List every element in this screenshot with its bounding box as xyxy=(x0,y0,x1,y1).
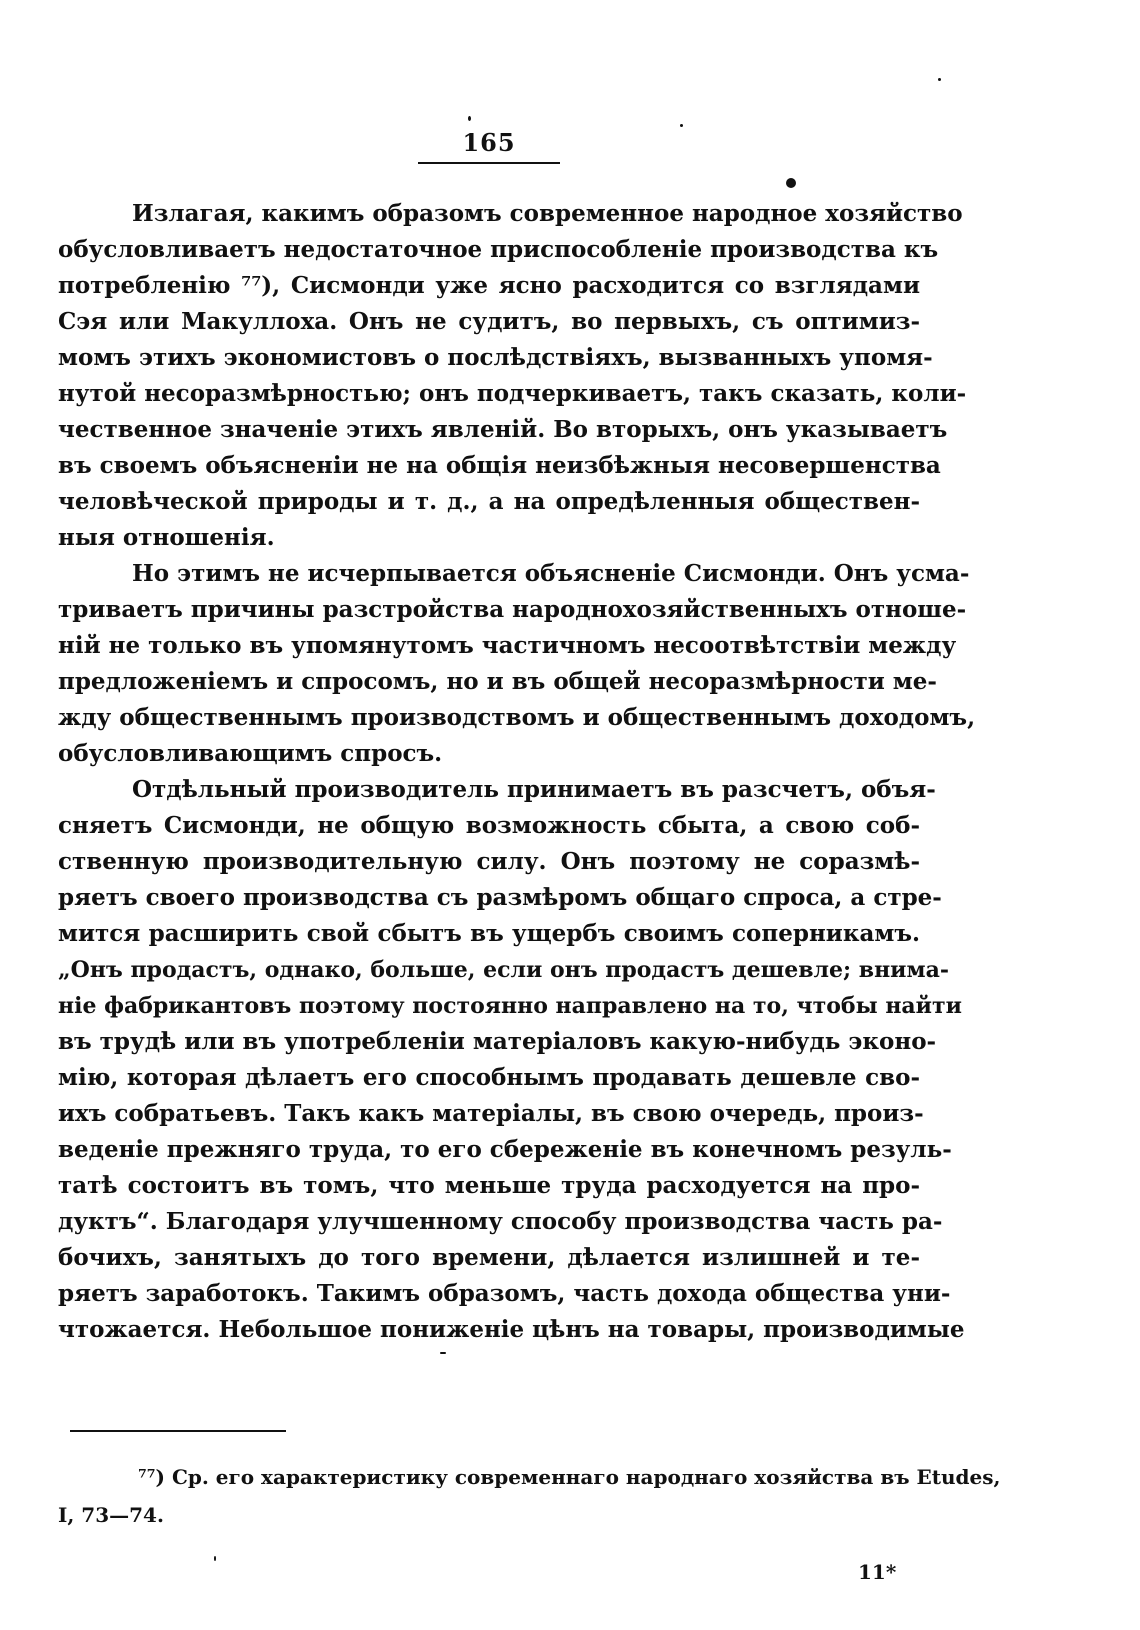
footnote-rule xyxy=(70,1430,286,1432)
text-line: чественное значеніе этихъ явленій. Во вторыхъ, онъ указываетъ xyxy=(58,416,948,443)
page-number-rule xyxy=(418,162,560,164)
paragraph-2 xyxy=(58,556,976,772)
text-line: ныя отношенія. xyxy=(58,524,275,551)
ink-speck xyxy=(440,1352,446,1354)
text-line: татѣ состоитъ въ томъ, что меньше труда расходуется на про- xyxy=(58,1172,920,1199)
text-line: ихъ собратьевъ. Такъ какъ матеріалы, въ свою очередь, произ- xyxy=(58,1100,924,1127)
ink-speck xyxy=(468,116,471,121)
text-line: ніе фабрикантовъ поэтому постоянно направлено на то, чтобы найти xyxy=(58,993,962,1019)
paragraph-1 xyxy=(58,196,967,556)
text-line: ній не только въ упомянутомъ частичномъ несоотвѣтствіи между xyxy=(58,632,957,659)
text-line: потребленію ⁷⁷), Сисмонди уже ясно расходится со взглядами xyxy=(58,272,920,299)
text-line: Отдѣльный производитель принимаетъ въ разсчетъ, объя- xyxy=(132,776,936,803)
ink-dot xyxy=(786,178,796,188)
text-line: сняетъ Сисмонди, не общую возможность сбыта, а свою соб- xyxy=(58,812,920,839)
text-line: Но этимъ не исчерпывается объясненіе Сисмонди. Онъ усма- xyxy=(132,560,970,587)
text-line: дуктъ“. Благодаря улучшенному способу производства часть ра- xyxy=(58,1208,943,1235)
text-line: момъ этихъ экономистовъ о послѣдствіяхъ, вызванныхъ упомя- xyxy=(58,344,933,371)
text-line: ственную производительную силу. Онъ поэтому не соразмѣ- xyxy=(58,848,920,875)
text-line: человѣческой природы и т. д., а на опредѣленныя обществен- xyxy=(58,488,920,515)
text-line: ряетъ заработокъ. Такимъ образомъ, часть дохода общества уни- xyxy=(58,1280,951,1307)
text-line: обусловливаетъ недостаточное приспособленіе производства къ xyxy=(58,236,939,263)
ink-speck xyxy=(938,78,941,81)
signature-mark: 11* xyxy=(858,1560,897,1584)
ink-speck xyxy=(680,124,683,127)
text-line: бочихъ, занятыхъ до того времени, дѣлается излишней и те- xyxy=(58,1244,920,1271)
text-line: въ своемъ объясненіи не на общія неизбѣжныя несовершенства xyxy=(58,452,941,479)
text-line: обусловливающимъ спросъ. xyxy=(58,740,443,767)
text-line: Сэя или Макуллоха. Онъ не судитъ, во первыхъ, съ оптимиз- xyxy=(58,308,920,335)
text-line: въ трудѣ или въ употребленіи матеріаловъ какую-нибудь эконо- xyxy=(58,1028,937,1055)
text-line: „Онъ продастъ, однако, больше, если онъ продастъ дешевле; внима- xyxy=(58,957,949,983)
text-line: чтожается. Небольшое пониженіе цѣнъ на товары, производимые xyxy=(58,1316,965,1343)
page-number: 165 xyxy=(462,128,516,157)
text-line: веденіе прежняго труда, то его сбереженіе въ конечномъ резуль- xyxy=(58,1136,952,1163)
text-line: мится расширить свой сбытъ въ ущербъ своимъ соперникамъ. xyxy=(58,920,920,947)
text-line: мію, которая дѣлаетъ его способнымъ продавать дешевле сво- xyxy=(58,1064,920,1091)
text-line: жду общественнымъ производствомъ и общественнымъ доходомъ, xyxy=(58,704,976,731)
text-line: ряетъ своего производства съ размѣромъ общаго спроса, а стре- xyxy=(58,884,942,911)
paragraph-3 xyxy=(58,772,965,1348)
footnote-line: ⁷⁷) Ср. его характеристику современнаго народнаго хозяйства въ Etudes, xyxy=(138,1465,1001,1489)
body-text xyxy=(58,196,976,1348)
text-line: предложеніемъ и спросомъ, но и въ общей несоразмѣрности ме- xyxy=(58,668,937,695)
footnote xyxy=(58,1458,1001,1534)
text-line: Излагая, какимъ образомъ современное народное хозяйство xyxy=(132,200,963,227)
footnote-line: I, 73—74. xyxy=(58,1503,164,1527)
text-line: триваетъ причины разстройства народнохозяйственныхъ отноше- xyxy=(58,596,967,623)
text-line: нутой несоразмѣрностью; онъ подчеркиваетъ, такъ сказать, коли- xyxy=(58,380,967,407)
ink-speck xyxy=(214,1556,216,1561)
